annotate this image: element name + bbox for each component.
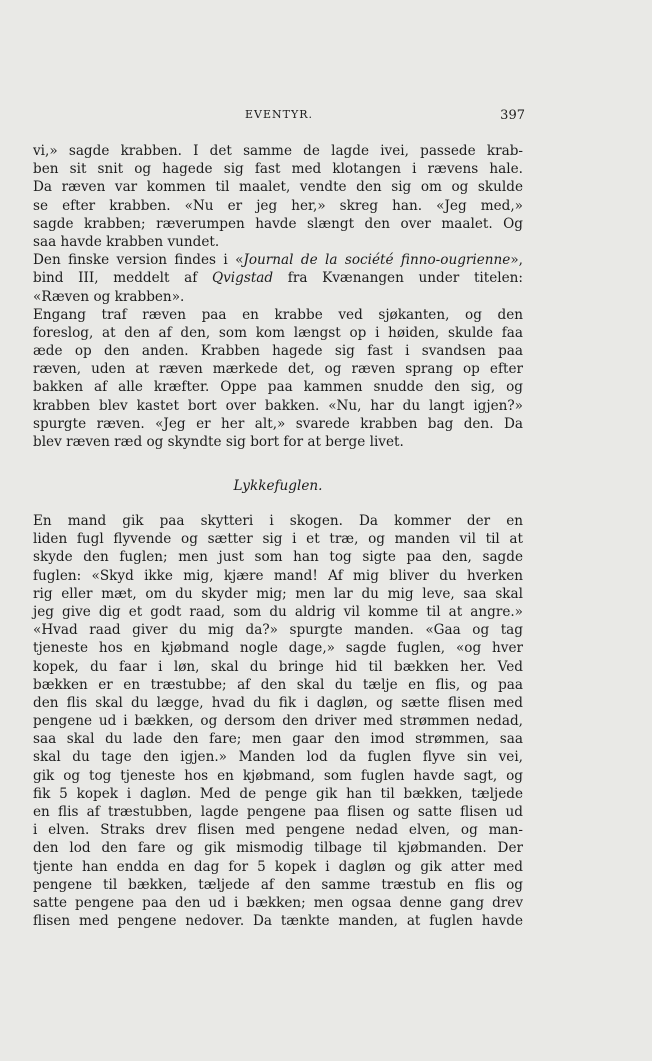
text-line: saa skal du lade den fare; men gaar den imod strømmen, saa: [33, 731, 523, 748]
text-line: «Ræven og krabben».: [33, 288, 185, 305]
text-line: «Hvad raad giver du mig da?» spurgte manden. «Gaa og tag: [33, 622, 523, 639]
text-line: ben sit snit og hagede sig fast med klotangen i rævens hale.: [33, 161, 523, 178]
text-line: i elven. Straks drev flisen med pengene nedad elven, og man-: [33, 822, 523, 839]
text-line: rig eller mæt, om du skyder mig; men lar du mig leve, saa skal: [33, 585, 523, 602]
text-line: gik og tog tjeneste hos en kjøbmand, som fuglen havde sagt, og: [33, 767, 523, 784]
text-line: En mand gik paa skytteri i skogen. Da kommer der en: [33, 513, 523, 529]
section-title: Lykkefuglen.: [233, 478, 323, 494]
running-head: [33, 108, 525, 124]
text-line: spurgte ræven. «Jeg er her alt,» svarede krabben bag den. Da: [33, 415, 523, 432]
text-line: tjente han endda en dag for 5 kopek i dagløn og gik atter med: [33, 858, 523, 875]
text-line: fik 5 kopek i dagløn. Med de penge gik han til bækken, tæljede: [33, 785, 523, 802]
text-line: satte pengene paa den ud i bækken; men ogsaa denne gang drev: [33, 894, 523, 911]
running-title: EVENTYR.: [244, 108, 313, 121]
text-line: se efter krabben. «Nu er jeg her,» skreg han. «Jeg med,»: [33, 197, 523, 214]
text-line: den flis skal du lægge, hvad du fik i dagløn, og sætte flisen med: [33, 694, 523, 711]
text-line: pengene til bækken, tæljede af den samme træstub en flis og: [33, 876, 523, 893]
section-krabben-text: [33, 142, 523, 451]
text-line: bakken af alle kræfter. Oppe paa kammen snudde den sig, og: [33, 379, 523, 396]
text-line: en flis af træstubben, lagde pengene paa flisen og satte flisen ud: [33, 804, 523, 820]
text-line: tjeneste hos en kjøbmand nogle dage,» sagde fuglen, «og hver: [33, 640, 523, 657]
text-line: bind III, meddelt af Qvigstad fra Kvænangen under titelen:: [33, 270, 523, 287]
page-number: 397: [500, 108, 525, 123]
text-line: bækken er en træstubbe; af den skal du tælje en flis, og paa: [33, 676, 523, 693]
text-line: vi,» sagde krabben. I det samme de lagde ivei, passede krab-: [33, 143, 523, 159]
text-line: blev ræven ræd og skyndte sig bort for at berge livet.: [33, 434, 404, 450]
text-line: fuglen: «Skyd ikke mig, kjære mand! Af mig bliver du hverken: [33, 567, 523, 584]
text-line: kopek, du faar i løn, skal du bringe hid til bækken her. Ved: [33, 658, 523, 675]
text-line: skyde den fuglen; men just som han tog sigte paa den, sagde: [33, 549, 523, 566]
text-line: foreslog, at den af den, som kom længst op i høiden, skulde faa: [33, 324, 523, 341]
text-line: liden fugl flyvende og sætter sig i et træ, og manden vil til at: [33, 531, 523, 548]
text-line: flisen med pengene nedover. Da tænkte manden, at fuglen havde: [33, 913, 523, 930]
text-line: Den finske version findes i «Journal de la société finno-ougrienne»,: [33, 252, 523, 269]
text-line: ræven, uden at ræven mærkede det, og ræven sprang op efter: [33, 361, 523, 378]
text-line: jeg give dig et godt raad, som du aldrig vil komme til at angre.»: [33, 603, 523, 620]
text-line: Da ræven var kommen til maalet, vendte den sig om og skulde: [33, 179, 523, 196]
text-line: sagde krabben; ræverumpen havde slængt den over maalet. Og: [33, 215, 523, 232]
text-line: pengene ud i bækken, og dersom den driver med strømmen nedad,: [33, 713, 523, 730]
text-line: skal du tage den igjen.» Manden lod da fuglen flyve sin vei,: [33, 749, 523, 766]
section-lykkefuglen-text: [33, 512, 523, 930]
text-line: Engang traf ræven paa en krabbe ved sjøkanten, og den: [33, 306, 523, 323]
text-line: den lod den fare og gik mismodig tilbage til kjøbmanden. Der: [33, 840, 523, 857]
text-line: saa havde krabben vundet.: [33, 233, 220, 250]
text-line: krabben blev kastet bort over bakken. «Nu, har du langt igjen?»: [33, 397, 523, 414]
text-line: æde op den anden. Krabben hagede sig fast i svandsen paa: [33, 343, 523, 360]
